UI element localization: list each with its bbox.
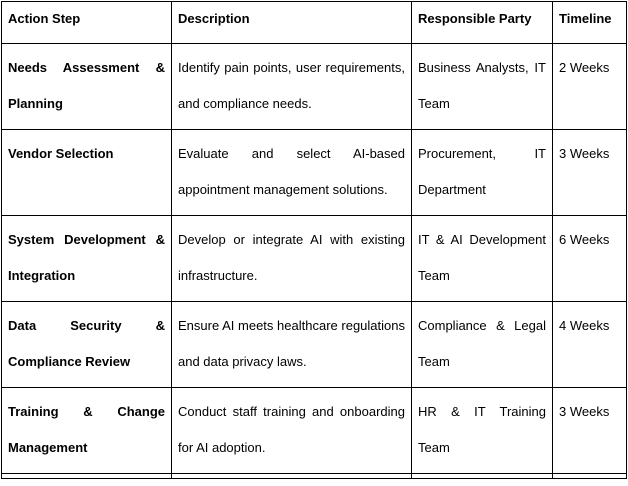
cell-action-step: Data Security & Compliance Review [2,302,172,388]
cell-description: Evaluate and select AI-based appointment management solutions. [172,130,412,216]
cell-responsible-party: Compliance & Legal Team [412,302,553,388]
cell-action-step: Needs Assessment & Planning [2,44,172,130]
cell-description: Conduct staff training and onboarding for AI adoption. [172,388,412,474]
cell-responsible-party: Procurement, IT Department [412,130,553,216]
empty-cell [412,474,553,479]
empty-cell [553,474,627,479]
cell-description: Ensure AI meets healthcare regulations and data privacy laws. [172,302,412,388]
table-row [2,388,627,474]
cell-action-step: Training & Change Management [2,388,172,474]
cell-responsible-party: IT & AI Development Team [412,216,553,302]
header-action-step: Action Step [2,2,172,44]
cell-timeline: 3 Weeks [553,130,627,216]
cell-description: Develop or integrate AI with existing infrastructure. [172,216,412,302]
header-row [2,2,627,44]
table-row-continuation [2,474,627,479]
table-row [2,302,627,388]
table-row [2,130,627,216]
cell-timeline: 6 Weeks [553,216,627,302]
header-responsible-party: Responsible Party [412,2,553,44]
header-description: Description [172,2,412,44]
cell-timeline: 3 Weeks [553,388,627,474]
header-timeline: Timeline [553,2,627,44]
action-plan-table [1,1,627,479]
cell-action-step: Vendor Selection [2,130,172,216]
table-row [2,44,627,130]
empty-cell [2,474,172,479]
table-row [2,216,627,302]
cell-description: Identify pain points, user requirements, and compliance needs. [172,44,412,130]
empty-cell [172,474,412,479]
cell-responsible-party: HR & IT Training Team [412,388,553,474]
cell-responsible-party: Business Analysts, IT Team [412,44,553,130]
cell-timeline: 4 Weeks [553,302,627,388]
cell-action-step: System Development & Integration [2,216,172,302]
cell-timeline: 2 Weeks [553,44,627,130]
